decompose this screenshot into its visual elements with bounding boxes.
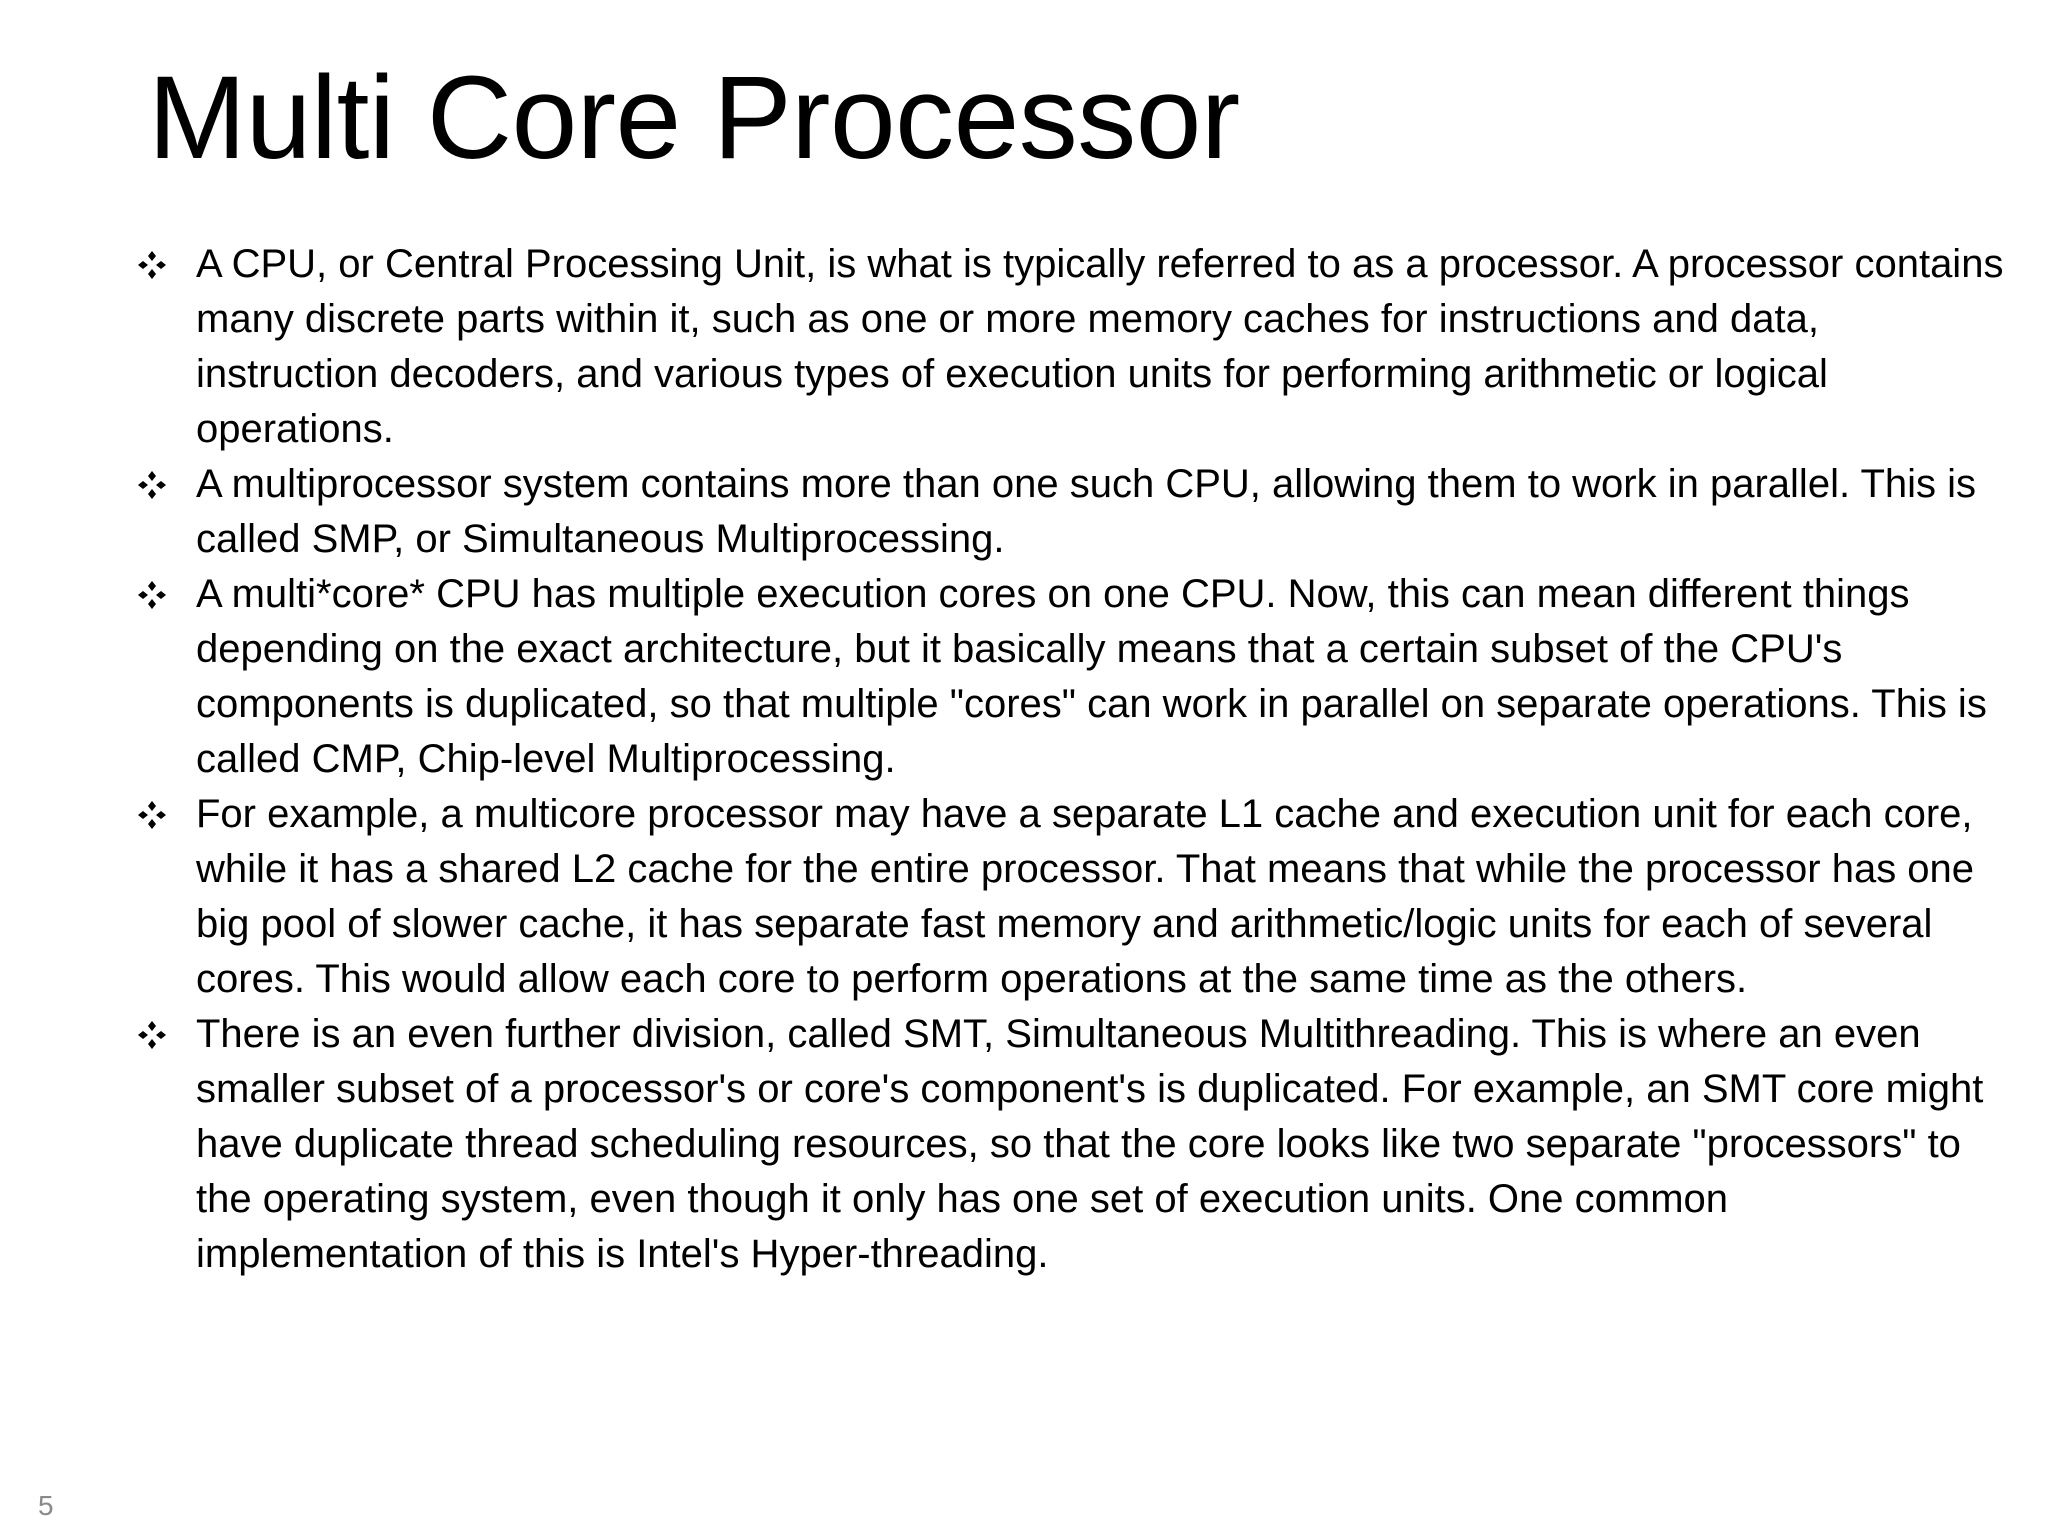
bullet-item [130, 1007, 2010, 1282]
bullet-text: A multi*core* CPU has multiple execution cores on one CPU. Now, this can mean different things depending on the exact architecture, but it basically means that a certain subset of the CPU's components is duplicated, so that multiple "cores" can work in parallel on separate operations. This is called CMP, Chip-level Multiprocessing. [196, 572, 1987, 781]
bullet-text: For example, a multicore processor may have a separate L1 cache and execution unit for each core, while it has a shared L2 cache for the entire processor. That means that while the processor has one big pool of slower cache, it has separate fast memory and arithmetic/logic units for each of several cores. This would allow each core to perform operations at the same time as the others. [196, 792, 1975, 1001]
bullet-item [130, 567, 2010, 787]
four-diamond-star-icon [134, 787, 170, 842]
bullet-text: There is an even further division, called SMT, Simultaneous Multithreading. This is where an even smaller subset of a processor's or core's component's is duplicated. For example, an SMT core might have duplicate thread scheduling resources, so that the core looks like two separate "processors" to the operating system, even though it only has one set of execution units. One common implementation of this is Intel's Hyper-threading. [196, 1012, 1984, 1276]
bullet-text: A multiprocessor system contains more than one such CPU, allowing them to work in parallel. This is called SMP, or Simultaneous Multiprocessing. [196, 462, 1977, 561]
bullet-item [130, 237, 2010, 457]
four-diamond-star-icon [134, 1007, 170, 1062]
bullet-item [130, 457, 2010, 567]
four-diamond-star-icon [134, 457, 170, 512]
four-diamond-star-icon [134, 567, 170, 622]
four-diamond-star-icon [134, 237, 170, 292]
bullet-item [130, 787, 2010, 1007]
bullet-list [130, 237, 2010, 1282]
slide-title: Multi Core Processor [148, 52, 1240, 184]
bullet-text: A CPU, or Central Processing Unit, is what is typically referred to as a processor. A processor contains many discrete parts within it, such as one or more memory caches for instructions and data, instruction decoders, and various types of execution units for performing arithmetic or logical operations. [196, 242, 2004, 451]
page-number: 5 [38, 1490, 54, 1521]
